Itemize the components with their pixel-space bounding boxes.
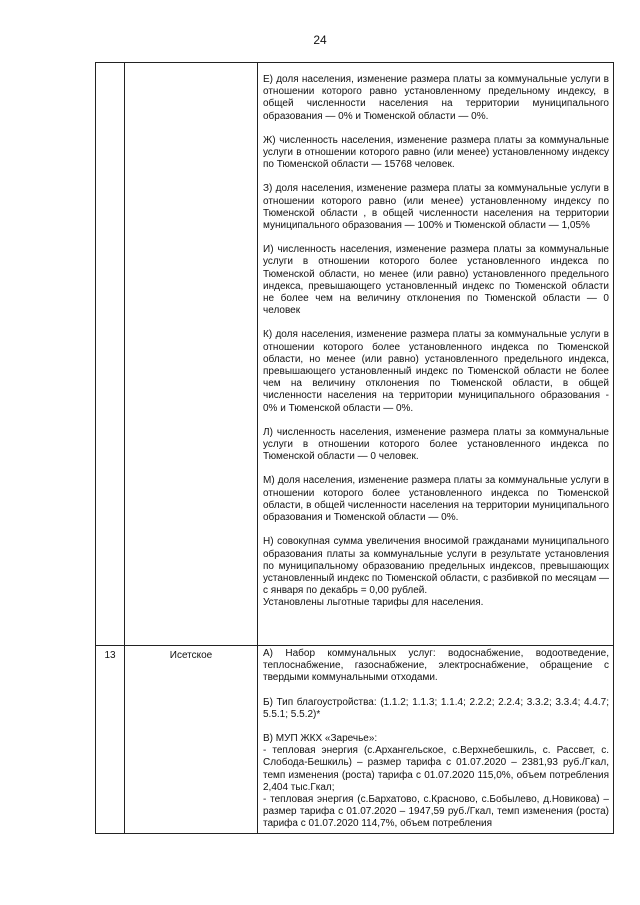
paragraph-v-item: - тепловая энергия (с.Бархатово, с.Красново, с.Бобылево, д.Новикова) – размер тарифа с 01.07.2020 – 1947,59 руб./Гкал, темп изменения (роста) тарифа с 01.07.2020 114,7%, объем потребления <box>263 794 609 830</box>
paragraph-a: А) Набор коммунальных услуг: водоснабжение, водоотведение, теплоснабжение, газоснабжение, электроснабжение, обращение с твердыми коммунальными отходами. <box>263 648 609 684</box>
paragraph-l: Л) численность населения, изменение размера платы за коммунальные услуги в отношении которого более установленного индекса по Тюменской области — 0 человек. <box>263 426 609 463</box>
paragraph-final: Установлены льготные тарифы для населения. <box>263 597 484 609</box>
municipality-cell: Исетское <box>125 646 258 834</box>
tariff-table <box>95 62 614 834</box>
row-number-cell <box>96 63 125 646</box>
paragraph-v-title: В) МУП ЖКХ «Заречье»: <box>263 733 378 745</box>
description-cell <box>258 63 614 646</box>
row-number-cell: 13 <box>96 646 125 834</box>
paragraph-k: К) доля населения, изменение размера платы за коммунальные услуги в отношении которого более установленного индекса по Тюменской области, но менее (или равно) установленного предельного индекса, превышающего установленный индекс по Тюменской области не более чем на величину отклонения по Тюменской области, в общей численности населения на территории муниципального образования - 0% и Тюменской области — 0%. <box>263 329 609 414</box>
table-row <box>96 63 614 646</box>
page-number: 24 <box>313 33 327 47</box>
paragraph-z: З) доля населения, изменение размера платы за коммунальные услуги в отношении которого равно (или менее) установленному индексу по Тюменской области , в общей численности населения на территории муниципального образования — 100% и Тюменской области — 1,05% <box>263 183 609 232</box>
paragraph-v-item: - тепловая энергия (с.Архангельское, с.Верхнебешкиль, с. Рассвет, с. Слобода-Бешкиль) – размер тарифа с 01.07.2020 – 2381,93 руб./Гкал, темп изменения (роста) тарифа с 01.07.2020 115,0%, объем потребления 2,404 тыс.Гкал; <box>263 745 609 793</box>
description-cell <box>258 646 614 834</box>
paragraph-i: И) численность населения, изменение размера платы за коммунальные услуги в отношении которого более установленного индекса по Тюменской области, но менее (или равно) установленного предельного индекса, превышающего установленный индекс по Тюменской области не более чем на величину отклонения по Тюменской области — 0 человек <box>263 244 609 317</box>
paragraph-b: Б) Тип благоустройства: (1.1.2; 1.1.3; 1.1.4; 2.2.2; 2.2.4; 3.3.2; 3.3.4; 4.4.7; 5.5.1; 5.5.2)* <box>263 696 609 720</box>
municipality-cell <box>125 63 258 646</box>
paragraph-e: Е) доля населения, изменение размера платы за коммунальные услуги в отношении которого равно установленному предельному индексу, в общей численности населения на территории муниципального образования — 0% и Тюменской области — 0%. <box>263 74 609 122</box>
paragraph-n: Н) совокупная сумма увеличения вносимой гражданами муниципального образования платы за коммунальные услуги в результате установления по муниципальному образованию предельных индексов, превышающих установленный индекс по Тюменской области, с разбивкой по месяцам — с января по декабрь = 0,00 рублей. <box>263 536 609 597</box>
table-row <box>96 646 614 834</box>
paragraph-m: М) доля населения, изменение размера платы за коммунальные услуги в отношении которого более установленного индекса по Тюменской области, в общей численности населения на территории муниципального образования и Тюменской области — 0%. <box>263 475 609 524</box>
paragraph-zh: Ж) численность населения, изменение размера платы за коммунальные услуги в отношении которого равно (или менее) установленному индексу по Тюменской области — 15768 человек. <box>263 134 609 171</box>
